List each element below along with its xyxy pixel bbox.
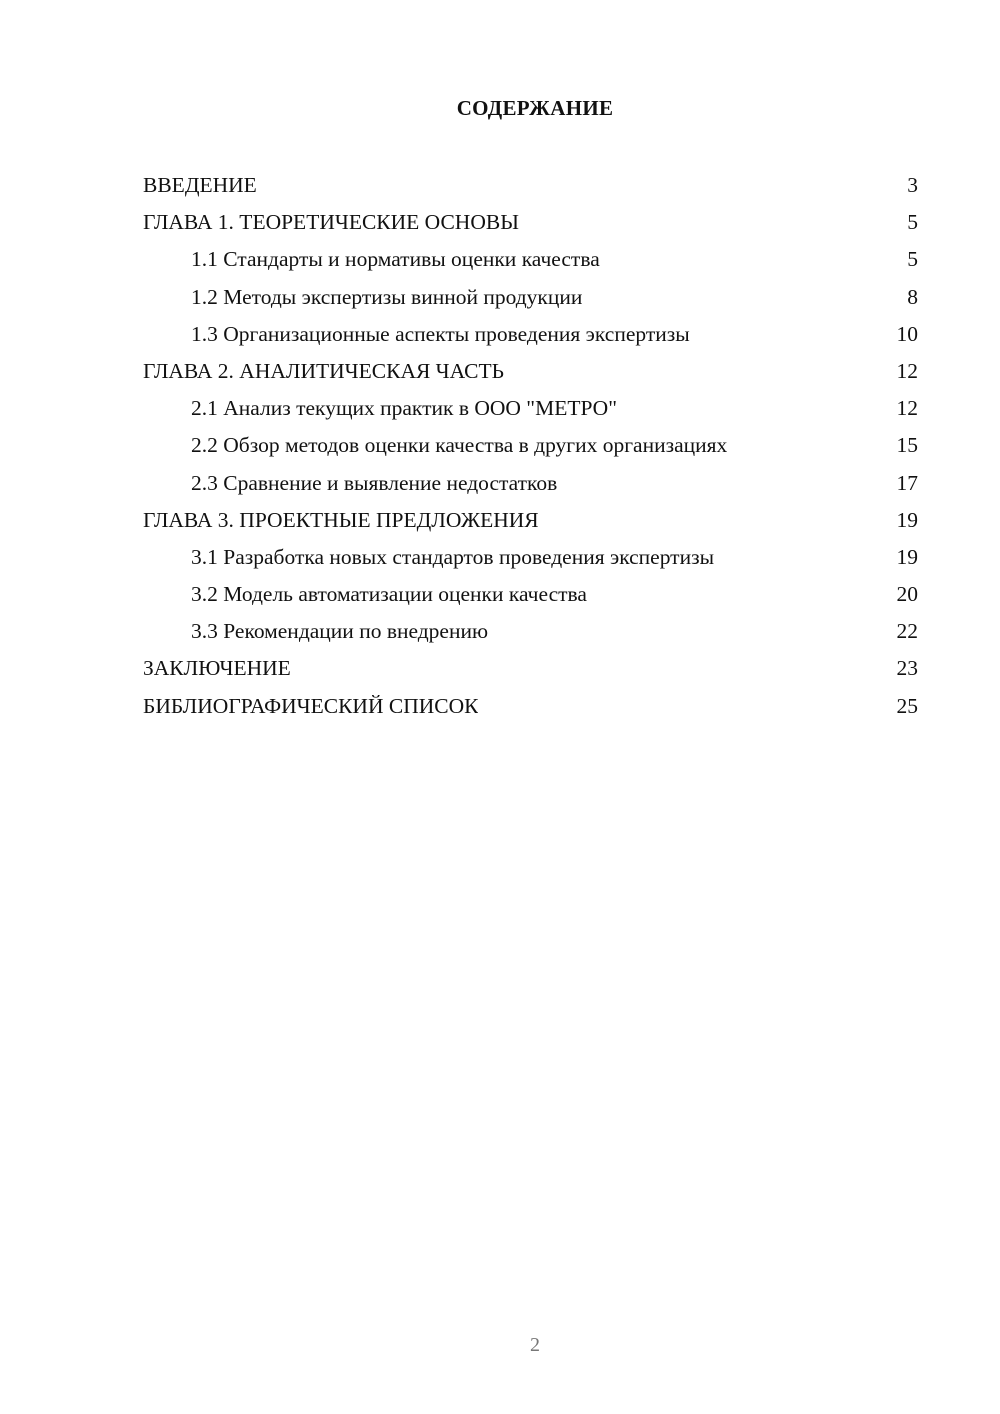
toc-entry-label: 2.3 Сравнение и выявление недостатков	[191, 470, 558, 495]
toc-entry-page: 12	[896, 358, 918, 383]
toc-entry[interactable]	[143, 650, 918, 687]
toc-entry-page: 17	[896, 470, 918, 495]
toc-entry-label: 1.3 Организационные аспекты проведения экспертизы	[191, 321, 690, 346]
toc-entry-label: 3.1 Разработка новых стандартов проведения экспертизы	[191, 544, 715, 569]
page-number: 2	[530, 1334, 540, 1356]
toc-entry[interactable]	[143, 390, 918, 427]
toc-entry-page: 15	[896, 433, 918, 458]
toc-title: СОДЕРЖАНИЕ	[456, 96, 614, 120]
toc-entry-label: 2.2 Обзор методов оценки качества в других организациях	[191, 433, 728, 458]
toc-entry[interactable]	[143, 353, 918, 390]
toc-entry[interactable]	[143, 279, 918, 316]
toc-entry-label: 1.1 Стандарты и нормативы оценки качества	[191, 247, 600, 272]
toc-entry[interactable]	[143, 316, 918, 353]
toc-entry-page: 25	[896, 693, 918, 718]
toc-entry[interactable]	[143, 241, 918, 278]
toc-entry-label: 1.2 Методы экспертизы винной продукции	[191, 284, 583, 309]
toc-entry-label: 3.3 Рекомендации по внедрению	[191, 619, 489, 644]
toc-entry[interactable]	[143, 502, 918, 539]
toc-entry-page: 22	[896, 619, 918, 644]
toc-entry[interactable]	[143, 613, 918, 650]
toc-entry-page: 8	[907, 284, 918, 309]
toc-entry-page: 19	[896, 507, 918, 532]
toc-entry-label: ГЛАВА 1. ТЕОРЕТИЧЕСКИЕ ОСНОВЫ	[143, 210, 519, 235]
toc-entry-page: 10	[896, 321, 918, 346]
toc-entry[interactable]	[143, 576, 918, 613]
toc-entry-page: 5	[907, 210, 918, 235]
toc-entry-page: 23	[896, 656, 918, 681]
toc-entry-label: ВВЕДЕНИЕ	[143, 173, 257, 197]
toc-entry[interactable]	[143, 539, 918, 576]
toc-entry[interactable]	[143, 688, 918, 725]
toc-entry[interactable]	[143, 427, 918, 464]
toc-entry-page: 20	[896, 582, 918, 607]
toc-entry-label: ГЛАВА 3. ПРОЕКТНЫЕ ПРЕДЛОЖЕНИЯ	[143, 507, 539, 532]
toc-entry-label: 2.1 Анализ текущих практик в ООО "МЕТРО"	[191, 396, 617, 421]
toc-entry-label: ЗАКЛЮЧЕНИЕ	[143, 656, 291, 681]
toc-entry[interactable]	[143, 167, 918, 204]
toc-entry-page: 3	[907, 173, 918, 197]
toc-entry-label: 3.2 Модель автоматизации оценки качества	[191, 582, 587, 607]
table-of-contents	[143, 167, 918, 725]
toc-entry-label: ГЛАВА 2. АНАЛИТИЧЕСКАЯ ЧАСТЬ	[143, 358, 504, 383]
toc-entry-page: 12	[896, 396, 918, 421]
toc-entry[interactable]	[143, 204, 918, 241]
toc-entry[interactable]	[143, 465, 918, 502]
toc-entry-page: 5	[907, 247, 918, 272]
toc-entry-page: 19	[896, 544, 918, 569]
toc-entry-label: БИБЛИОГРАФИЧЕСКИЙ СПИСОК	[143, 693, 479, 718]
